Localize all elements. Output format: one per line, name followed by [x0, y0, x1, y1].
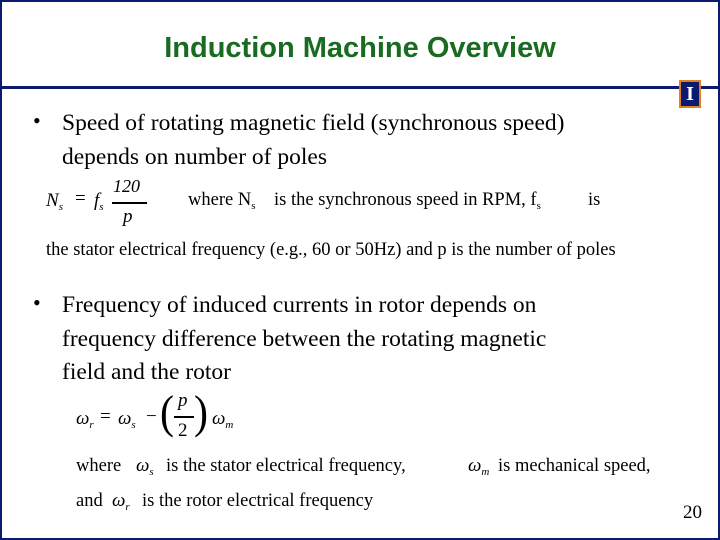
formula2-where-text1: is the stator electrical frequency,	[166, 456, 406, 476]
bullet1-line1: Speed of rotating magnetic field (synchronous speed)	[62, 110, 565, 136]
right-paren: )	[194, 387, 208, 439]
formula2-where-label: where	[76, 456, 122, 476]
formula1-numerator: 120	[113, 176, 140, 196]
bullet-marker: •	[33, 108, 41, 133]
university-logo-icon	[679, 80, 701, 108]
formula1-denominator: p	[123, 206, 133, 227]
formula1-line2: the stator electrical frequency (e.g., 60 or 50Hz) and p is the number of poles	[46, 240, 616, 260]
page-number: 20	[683, 502, 702, 523]
bullet2-line1: Frequency of induced currents in rotor depends on	[62, 292, 537, 318]
formula2-minus: −	[146, 406, 157, 427]
logo-letter: I	[686, 83, 694, 105]
bullet-marker: •	[33, 290, 41, 315]
formula2-equals: =	[100, 406, 111, 427]
formula2-fraction-line	[174, 416, 194, 418]
title-bar	[2, 2, 718, 88]
formula2-where-omega-m: $\omega_m$	[468, 455, 490, 478]
formula1-equals: =	[75, 188, 86, 209]
bullet2-line2: frequency difference between the rotating magnetic	[62, 326, 547, 352]
formula1-fraction-line	[112, 202, 147, 204]
formula2-p: p	[178, 390, 188, 411]
left-paren: (	[160, 387, 174, 439]
formula2-and-label: and	[76, 491, 103, 511]
formula2-omega-s: $\omega_s$	[118, 408, 136, 431]
title-divider	[0, 86, 720, 89]
formula2-omega-m: $\omega_m$	[212, 408, 234, 431]
formula1-where: where $N_s$	[188, 190, 256, 212]
bullet1-line2: depends on number of poles	[62, 144, 327, 170]
formula2-omega-r: $\omega_r$	[76, 408, 94, 431]
formula1-is: is	[588, 190, 601, 210]
formula1-where-rest: is the synchronous speed in RPM, $f_s$	[274, 190, 541, 212]
formula1-fs: $f_s$	[94, 190, 104, 213]
formula2-two: 2	[178, 420, 188, 441]
bullet2-line3: field and the rotor	[62, 359, 232, 385]
formula2-where-text2: is mechanical speed,	[498, 456, 651, 476]
formula2-and-omega-r: $\omega_r$	[112, 490, 130, 513]
formula2-where-omega-s: $\omega_s$	[136, 455, 154, 478]
slide-title: Induction Machine Overview	[164, 32, 556, 64]
formula2-and-text: is the rotor electrical frequency	[142, 491, 374, 511]
formula1-lhs: $N_s$	[46, 190, 63, 213]
